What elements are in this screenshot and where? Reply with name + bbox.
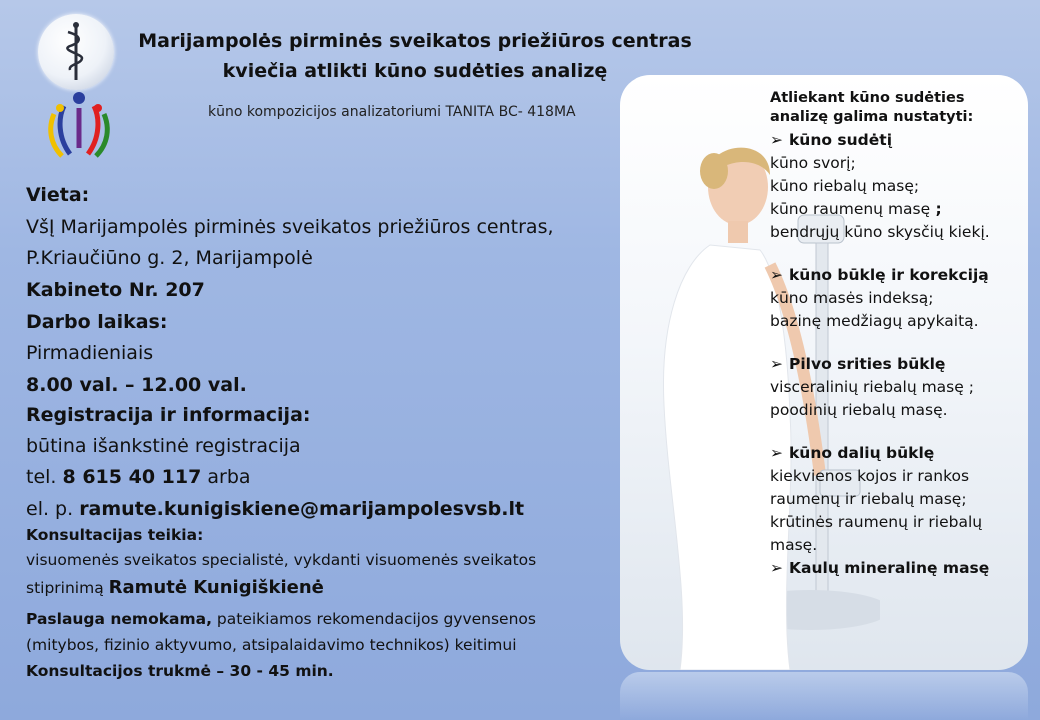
section2-title: kūno būklę ir korekciją (789, 266, 989, 284)
section1-line4: bendrųjų kūno skysčių kiekį. (770, 223, 990, 241)
section3-title: Pilvo srities būklę (789, 355, 946, 373)
hours-label: Darbo laikas: (26, 311, 168, 333)
bullet-arrow-icon: ➢ (770, 131, 783, 149)
info-panel (620, 75, 1028, 670)
main-title-line2: kviečia atlikti kūno sudėties analizę (222, 60, 608, 82)
section3-line1: visceralinių riebalų masę ; (770, 378, 974, 396)
work-day: Pirmadieniais (26, 342, 154, 364)
email-prefix: el. p. (26, 498, 80, 520)
cabinet-number: Kabineto Nr. 207 (26, 279, 205, 301)
section1-title: kūno sudėtį (789, 131, 893, 149)
health-bureau-logo (40, 88, 118, 174)
consult-label: Konsultacijas teikia: (26, 526, 204, 544)
registration-label: Registracija ir informacija: (26, 404, 311, 426)
bullet-arrow-icon: ➢ (770, 355, 783, 373)
duration: Konsultacijos trukmė – 30 - 45 min. (26, 662, 334, 680)
bullet-arrow-icon: ➢ (770, 266, 783, 284)
section1-line2: kūno riebalų masę; (770, 177, 920, 195)
place-line1: VšĮ Marijampolės pirminės sveikatos priežiūros centras, (26, 216, 554, 238)
section1-line1: kūno svorį; (770, 154, 856, 172)
place-label: Vieta: (26, 184, 90, 206)
section1-line3: kūno raumenų masę (770, 200, 931, 218)
subtitle: kūno kompozicijos analizatoriumi TANITA BC- 418MA (208, 104, 576, 120)
section3-line2: poodinių riebalų masę. (770, 401, 948, 419)
bullet-arrow-icon: ➢ (770, 444, 783, 462)
section4-title: kūno dalių būklę (789, 444, 935, 462)
tel-prefix: tel. (26, 466, 63, 488)
free-service-line2: (mitybos, fizinio aktyvumo, atsipalaidavimo technikos) keitimui (26, 636, 517, 654)
section2-line2: bazinę medžiagų apykaitą. (770, 312, 979, 330)
bullet-arrow-icon: ➢ (770, 559, 783, 577)
free-service-text: pateikiamos rekomendacijos gyvensenos (212, 610, 536, 628)
medical-emblem-logo (38, 14, 114, 90)
tel-suffix: arba (201, 466, 251, 488)
work-time: 8.00 val. – 12.00 val. (26, 374, 247, 396)
section5-title: Kaulų mineralinę masę (789, 559, 990, 577)
panel-intro-line2: analizę galima nustatyti: (770, 109, 974, 125)
registration-note: būtina išankstinė registracija (26, 435, 301, 457)
section4-line3: krūtinės raumenų ir riebalų (770, 513, 983, 531)
section4-line4: masę. (770, 536, 818, 554)
panel-intro-line1: Atliekant kūno sudėties (770, 90, 965, 106)
section2-line1: kūno masės indeksą; (770, 289, 934, 307)
place-line2: P.Kriaučiūno g. 2, Marijampolė (26, 247, 313, 269)
section4-line2: raumenų ir riebalų masę; (770, 490, 967, 508)
main-title-line1: Marijampolės pirminės sveikatos priežiūros centras (138, 30, 692, 52)
free-service-label: Paslauga nemokama, (26, 610, 212, 628)
email-link[interactable]: ramute.kunigiskiene@marijampolesvsb.lt (79, 498, 525, 520)
section1-line3-mark: ; (930, 200, 942, 218)
phone-number[interactable]: 8 615 40 117 (62, 466, 202, 488)
consult-line1: visuomenės sveikatos specialistė, vykdanti visuomenės sveikatos (26, 551, 537, 569)
section4-line1: kiekvienos kojos ir rankos (770, 467, 970, 485)
consult-line2: stiprinimą (26, 579, 109, 597)
consultant-name: Ramutė Kunigiškienė (108, 577, 324, 598)
panel-reflection (620, 672, 1028, 720)
